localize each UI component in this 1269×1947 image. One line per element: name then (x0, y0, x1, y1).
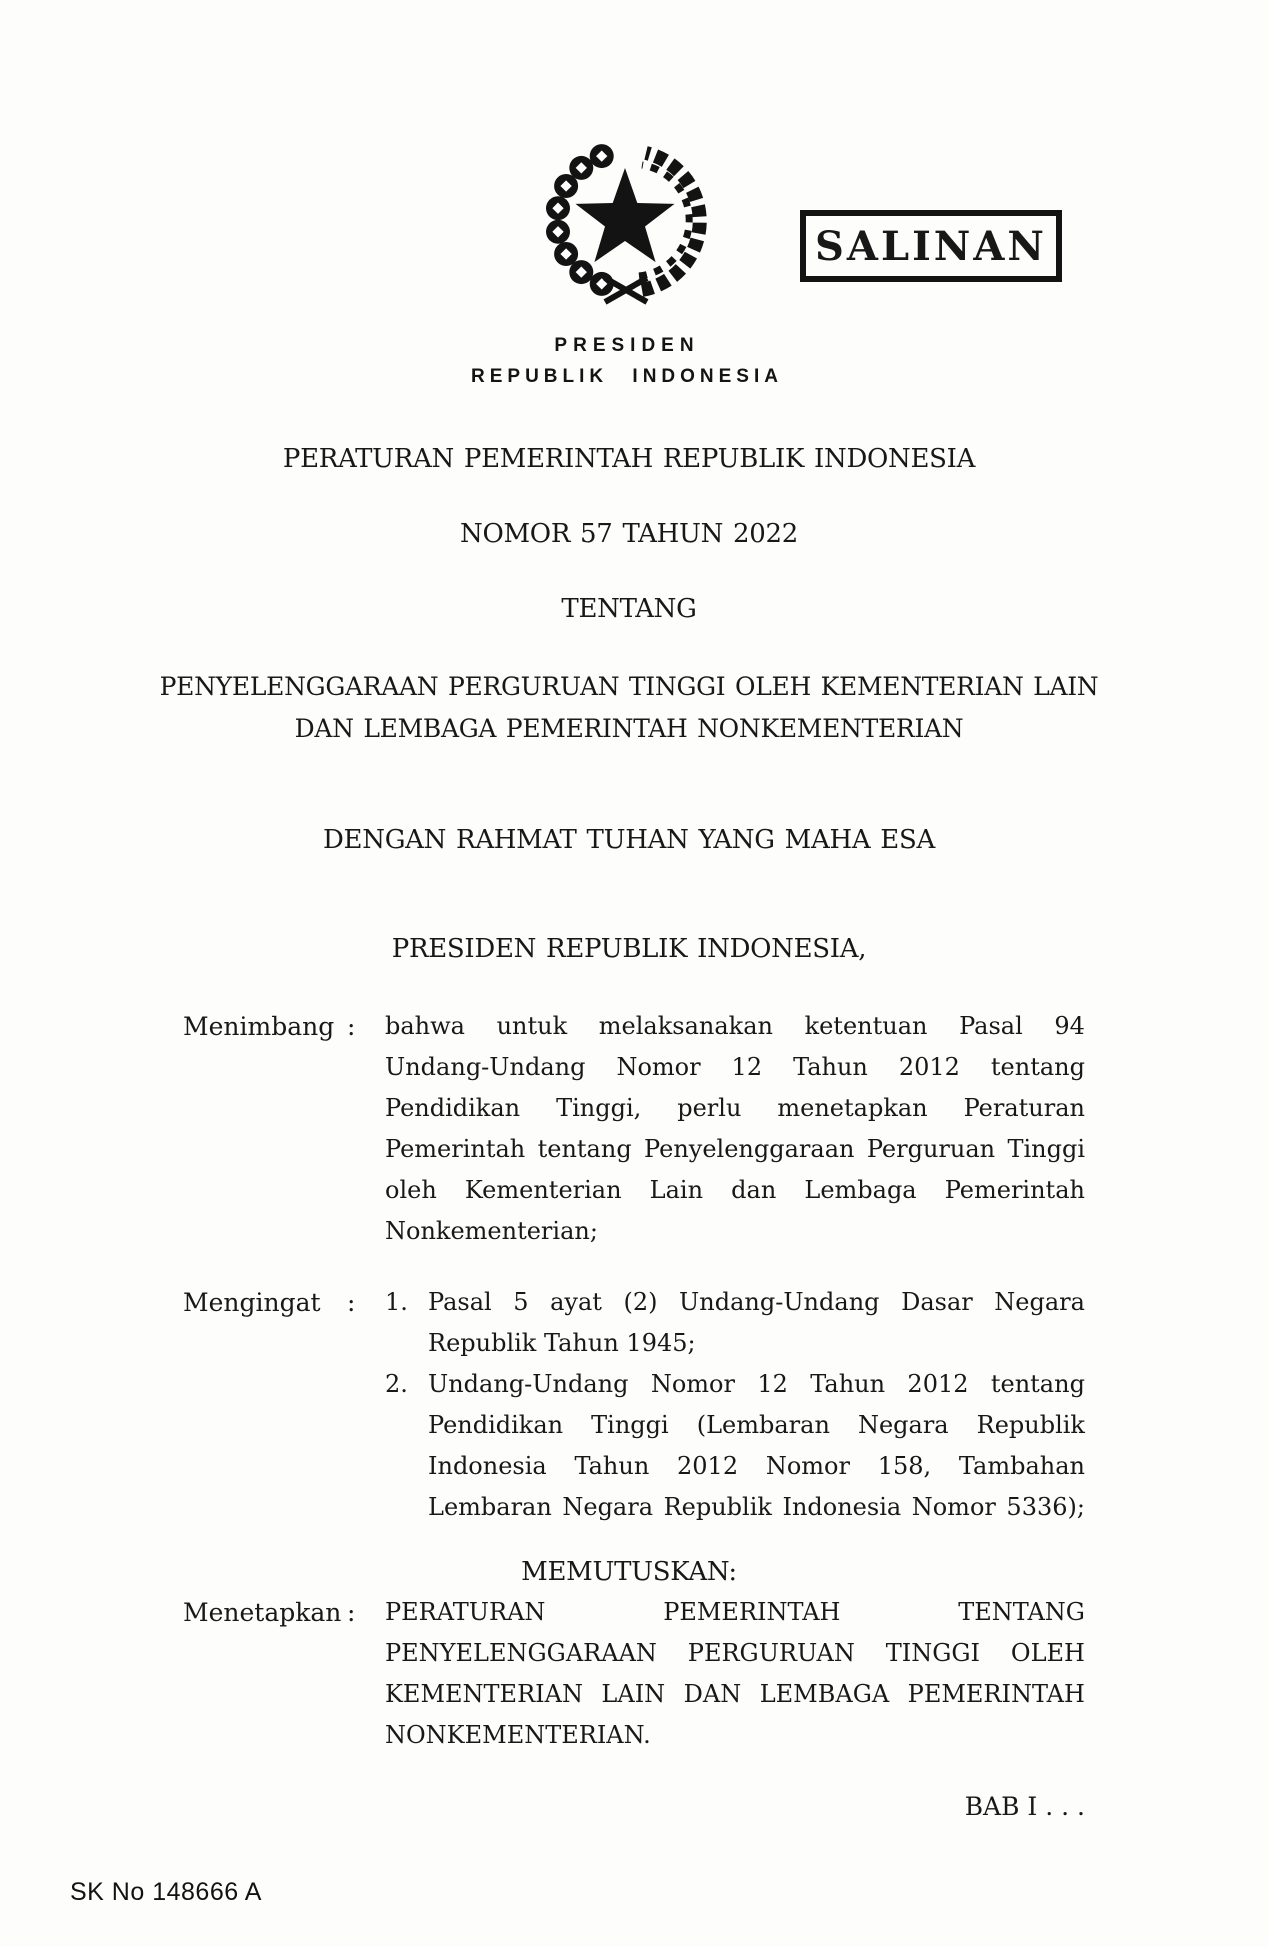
salinan-stamp-label: SALINAN (815, 222, 1047, 270)
document-subject-line1: PENYELENGGARAAN PERGURUAN TINGGI OLEH KEMENTERIAN LAIN (159, 672, 1099, 701)
list-item (385, 1282, 1085, 1364)
paragraph-line: Pendidikan Tinggi, perlu menetapkan Peraturan (385, 1094, 1085, 1122)
letterhead-line1: PRESIDEN (554, 335, 700, 356)
paragraph-line: Nonkementerian; (385, 1217, 598, 1245)
paragraph-line: oleh Kementerian Lain dan Lembaga Pemerintah (385, 1176, 1085, 1204)
paragraph-line: Pasal 5 ayat (2) Undang-Undang Dasar Negara (428, 1288, 1085, 1316)
list-item-text (428, 1282, 1085, 1364)
invocation-line: DENGAN RAHMAT TUHAN YANG MAHA ESA (323, 825, 935, 855)
menetapkan-colon: : (347, 1598, 356, 1627)
mengingat-list (385, 1282, 1085, 1528)
menimbang-colon: : (347, 1012, 356, 1041)
list-item-number: 2. (385, 1370, 408, 1398)
menimbang-paragraph (385, 1006, 1085, 1252)
document-number: NOMOR 57 TAHUN 2022 (460, 519, 798, 549)
document-title: PERATURAN PEMERINTAH REPUBLIK INDONESIA (282, 444, 976, 474)
paragraph-line: Indonesia Tahun 2012 Nomor 158, Tambahan (428, 1452, 1085, 1480)
tentang-label: TENTANG (561, 594, 697, 624)
paragraph-line: Pemerintah tentang Penyelenggaraan Perguruan Tinggi (385, 1135, 1085, 1163)
menetapkan-label: Menetapkan (183, 1598, 342, 1627)
memutuskan-heading: MEMUTUSKAN: (521, 1557, 737, 1587)
mengingat-label: Mengingat (183, 1288, 321, 1317)
sk-number: SK No 148666 A (70, 1878, 262, 1906)
mengingat-colon: : (347, 1288, 356, 1317)
paragraph-line: Lembaran Negara Republik Indonesia Nomor 5336); (428, 1493, 1085, 1521)
paragraph-line: KEMENTERIAN LAIN DAN LEMBAGA PEMERINTAH (385, 1680, 1085, 1708)
paragraph-line: Undang-Undang Nomor 12 Tahun 2012 tentang (385, 1053, 1085, 1081)
menimbang-label: Menimbang (183, 1012, 335, 1041)
presidential-seal-icon (545, 140, 707, 308)
paragraph-line: PERATURAN PEMERINTAH TENTANG (385, 1598, 1085, 1626)
paragraph-line: Pendidikan Tinggi (Lembaran Negara Republik (428, 1411, 1085, 1439)
letterhead (0, 331, 1254, 393)
document-subject (0, 666, 1258, 750)
paragraph-line: bahwa untuk melaksanakan ketentuan Pasal 94 (385, 1012, 1085, 1040)
paragraph-line: Undang-Undang Nomor 12 Tahun 2012 tentang (428, 1370, 1085, 1398)
salinan-stamp (800, 210, 1062, 282)
paragraph-line: NONKEMENTERIAN. (385, 1721, 651, 1749)
catchword: BAB I . . . (964, 1792, 1085, 1821)
star-icon (576, 168, 675, 262)
menetapkan-paragraph (385, 1592, 1085, 1756)
document-subject-line2: DAN LEMBAGA PEMERINTAH NONKEMENTERIAN (294, 714, 964, 743)
authority-line: PRESIDEN REPUBLIK INDONESIA, (391, 934, 867, 964)
list-item (385, 1364, 1085, 1528)
paragraph-line: PENYELENGGARAAN PERGURUAN TINGGI OLEH (385, 1639, 1085, 1667)
list-item-number: 1. (385, 1288, 408, 1316)
paragraph-line: Republik Tahun 1945; (428, 1329, 696, 1357)
list-item-text (428, 1364, 1085, 1528)
letterhead-line2: REPUBLIK INDONESIA (471, 366, 783, 387)
